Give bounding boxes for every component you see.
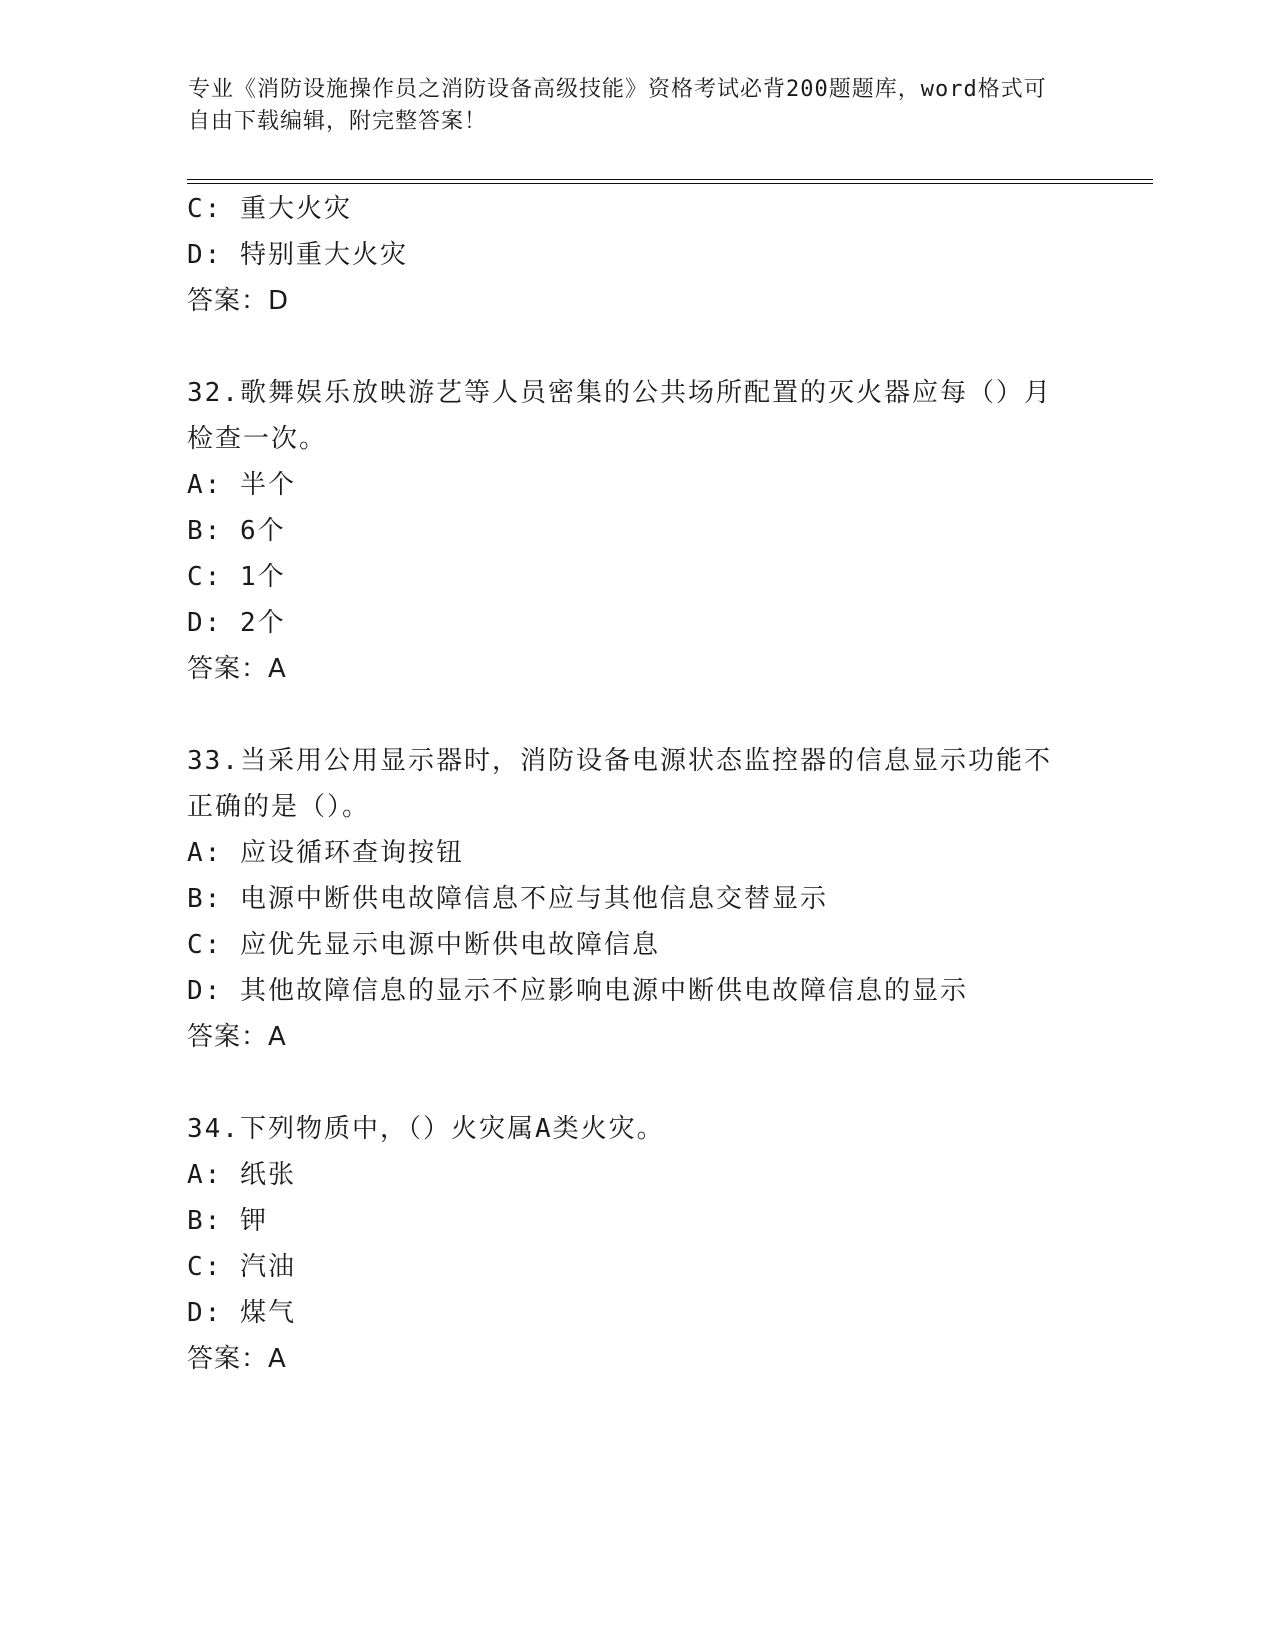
question-34-stem: 34.下列物质中，（）火灾属A类火灾。	[187, 1114, 665, 1144]
question-32-option-a: A: 半个	[187, 470, 296, 500]
question-32-stem-line-2: 检查一次。	[187, 424, 328, 454]
question-32-answer: 答案：A	[187, 654, 287, 684]
option-c: C: 重大火灾	[187, 194, 352, 224]
question-32-stem-line-1: 32.歌舞娱乐放映游艺等人员密集的公共场所配置的灭火器应每（）月	[187, 378, 1052, 408]
question-33-option-c: C: 应优先显示电源中断供电故障信息	[187, 930, 660, 960]
question-32-option-d: D: 2个	[187, 608, 286, 638]
question-33-stem-line-2: 正确的是（）。	[187, 792, 371, 822]
question-32-option-c: C: 1个	[187, 562, 286, 592]
header-divider-bottom	[187, 183, 1153, 184]
question-32-option-b: B: 6个	[187, 516, 286, 546]
question-34-option-d: D: 煤气	[187, 1298, 296, 1328]
question-content	[187, 186, 1087, 1382]
question-33-option-a: A: 应设循环查询按钮	[187, 838, 464, 868]
question-33-option-b: B: 电源中断供电故障信息不应与其他信息交替显示	[187, 884, 828, 914]
question-34-option-a: A: 纸张	[187, 1160, 296, 1190]
header-divider-top	[187, 179, 1153, 180]
option-d: D: 特别重大火灾	[187, 240, 408, 270]
question-34-option-b: B: 钾	[187, 1206, 268, 1236]
question-33-option-d: D: 其他故障信息的显示不应影响电源中断供电故障信息的显示	[187, 976, 968, 1006]
question-34-answer: 答案：A	[187, 1344, 287, 1374]
document-header: 专业《消防设施操作员之消防设备高级技能》资格考试必背200题题库，word格式可自由下载编辑，附完整答案！	[188, 77, 1047, 134]
question-33-stem-line-1: 33.当采用公用显示器时，消防设备电源状态监控器的信息显示功能不	[187, 746, 1052, 776]
question-34-option-c: C: 汽油	[187, 1252, 296, 1282]
answer-label: 答案：D	[187, 286, 290, 316]
question-33-answer: 答案：A	[187, 1022, 287, 1052]
